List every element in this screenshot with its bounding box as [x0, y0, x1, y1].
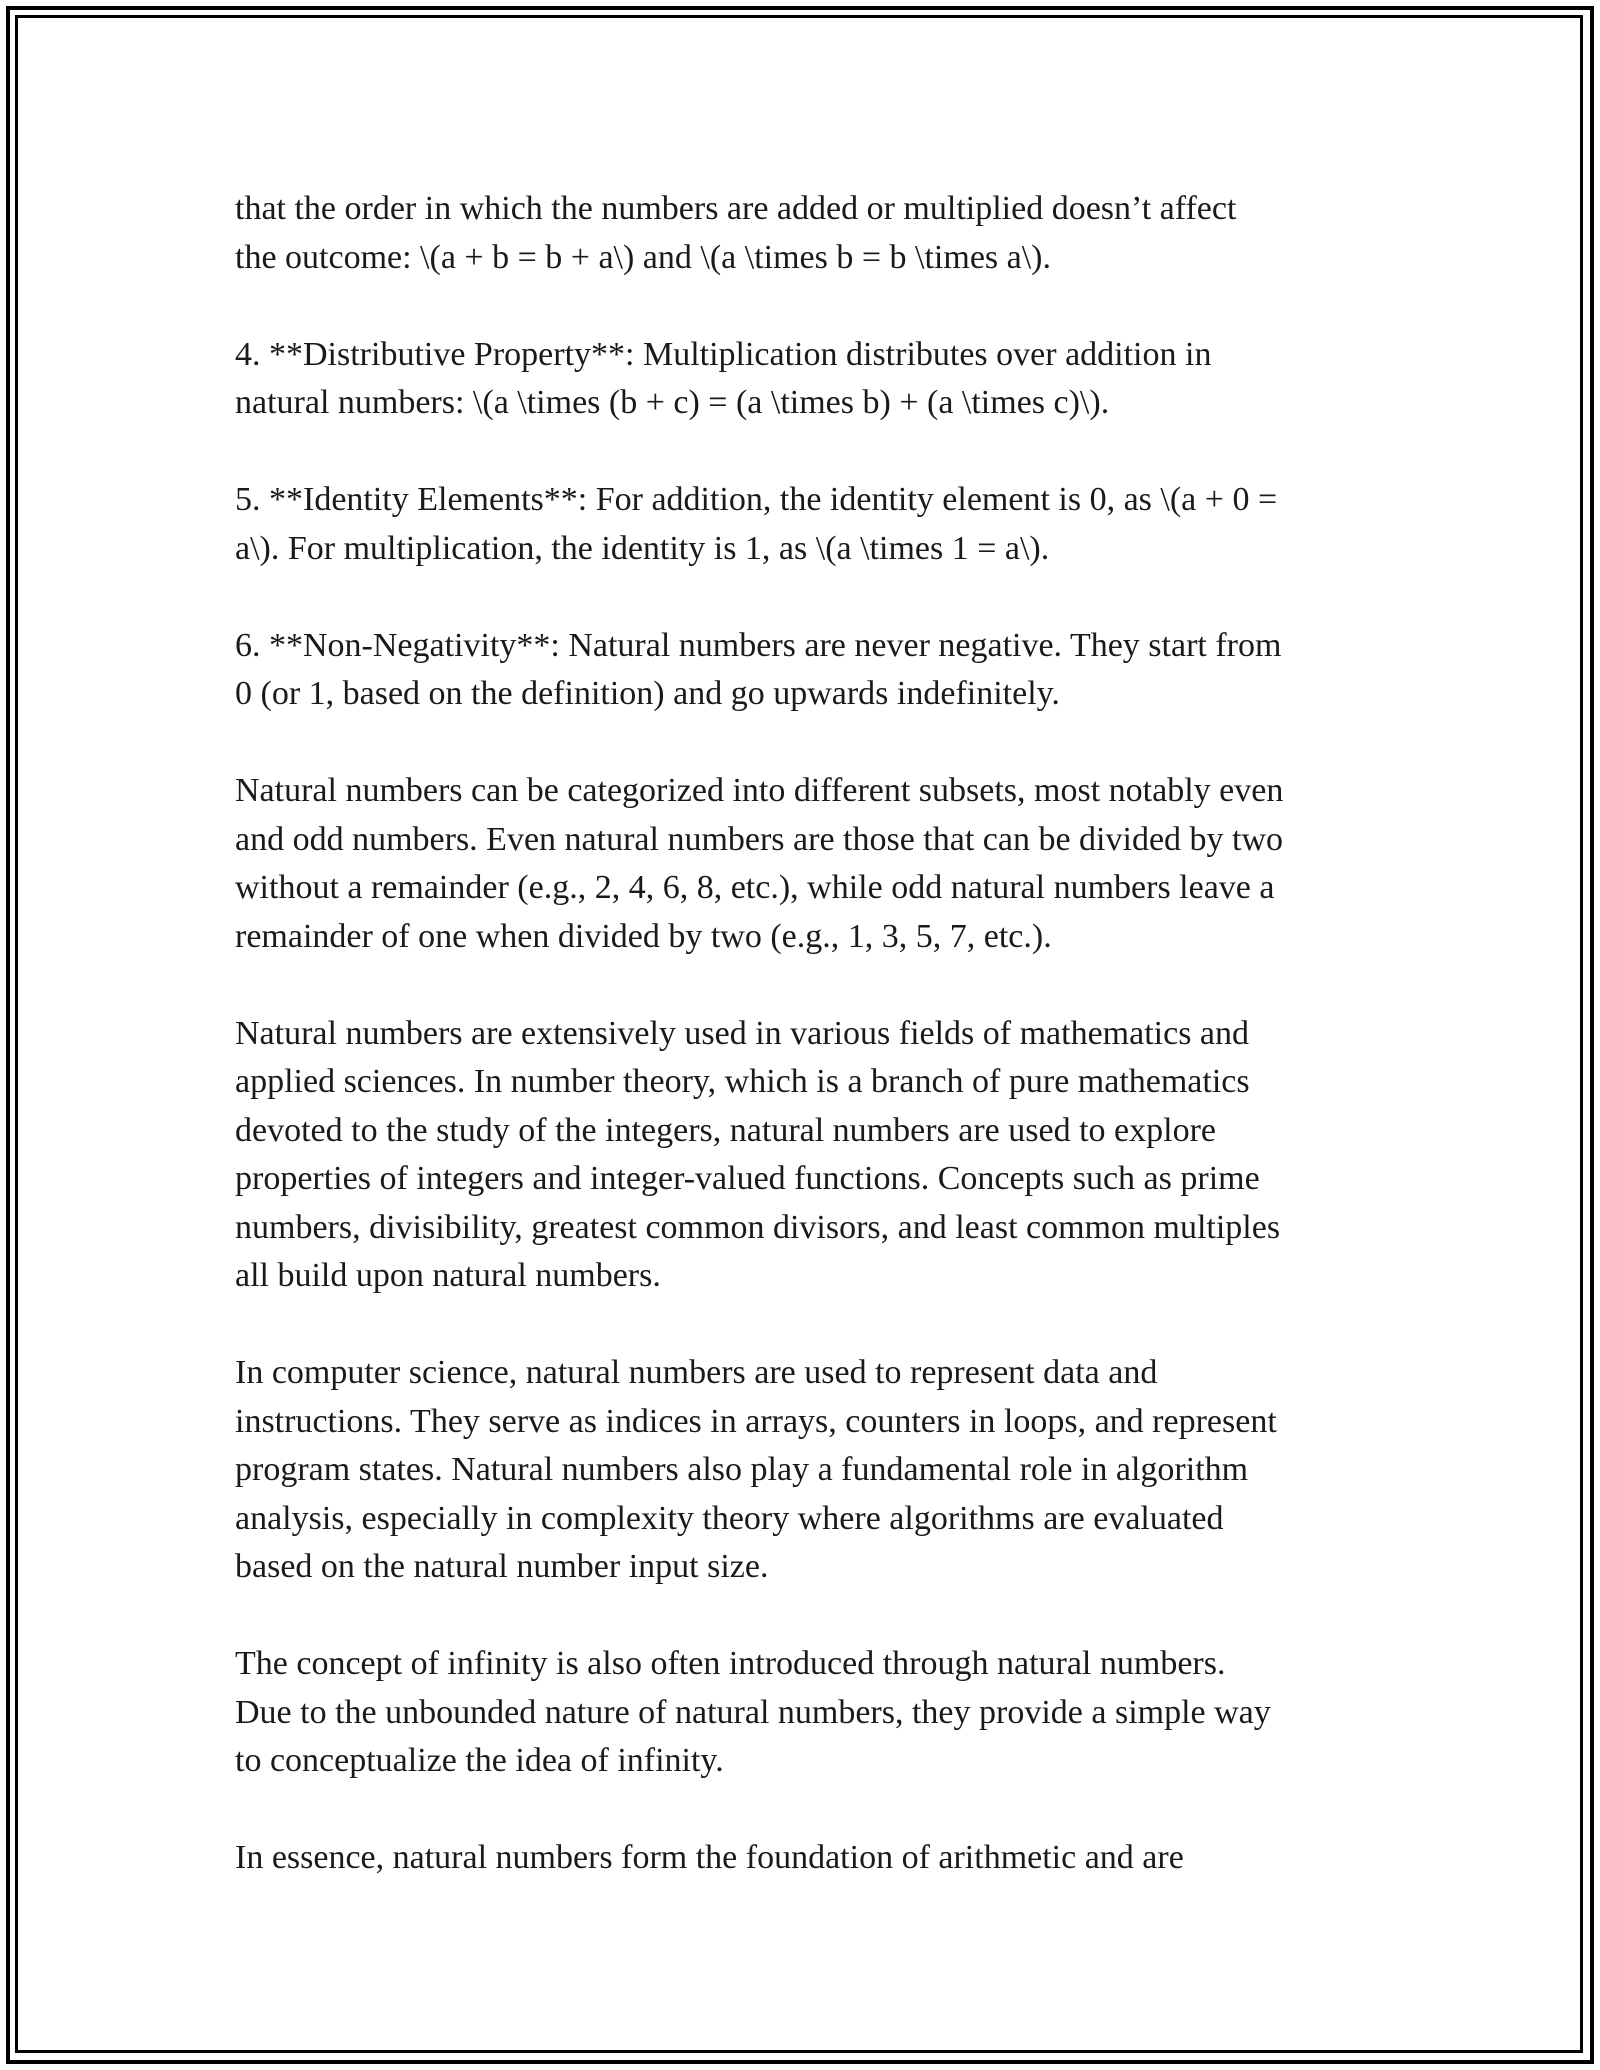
paragraph-commutative-continued: that the order in which the numbers are added or multiplied doesn’t affect the outcome: \(a + b = b + a\) and \(a \times b = b \times a\).	[235, 190, 1237, 276]
paragraph-essence: In essence, natural numbers form the foundation of arithmetic and are	[235, 1839, 1184, 1876]
paragraph-non-negativity: 6. **Non-Negativity**: Natural numbers are never negative. They start from 0 (or 1, based on the definition) and go upwards indefinitely.	[235, 626, 1282, 712]
paragraph-number-theory: Natural numbers are extensively used in various fields of mathematics and applied sciences. In number theory, which is a branch of pure mathematics devoted to the study of the integers, natural numbers are used to explore properties of integers and integer-valued functions. Concepts such as prime numbers, divisibility, greatest common divisors, and least common multiples all build upon natural numbers.	[235, 1014, 1281, 1294]
paragraph-infinity: The concept of infinity is also often introduced through natural numbers. Due to the unbounded nature of natural numbers, they provide a simple way to conceptualize the idea of infinity.	[235, 1645, 1271, 1779]
paragraph-identity-elements: 5. **Identity Elements**: For addition, the identity element is 0, as \(a + 0 = a\). For multiplication, the identity is 1, as \(a \times 1 = a\).	[235, 481, 1278, 567]
paragraph-even-odd: Natural numbers can be categorized into different subsets, most notably even and odd numbers. Even natural numbers are those that can be divided by two without a remainder (e.g., 2, 4, 6, 8, etc.), while odd natural numbers leave a remainder of one when divided by two (e.g., 1, 3, 5, 7, etc.).	[235, 772, 1284, 955]
document-body	[235, 185, 1375, 1931]
paragraph-computer-science: In computer science, natural numbers are used to represent data and instructions. They serve as indices in arrays, counters in loops, and represent program states. Natural numbers also play a fundamental role in algorithm analysis, especially in complexity theory where algorithms are evaluated based on the natural number input size.	[235, 1354, 1277, 1585]
paragraph-distributive-property: 4. **Distributive Property**: Multiplication distributes over addition in natural numbers: \(a \times (b + c) = (a \times b) + (a \times c)\).	[235, 335, 1212, 421]
